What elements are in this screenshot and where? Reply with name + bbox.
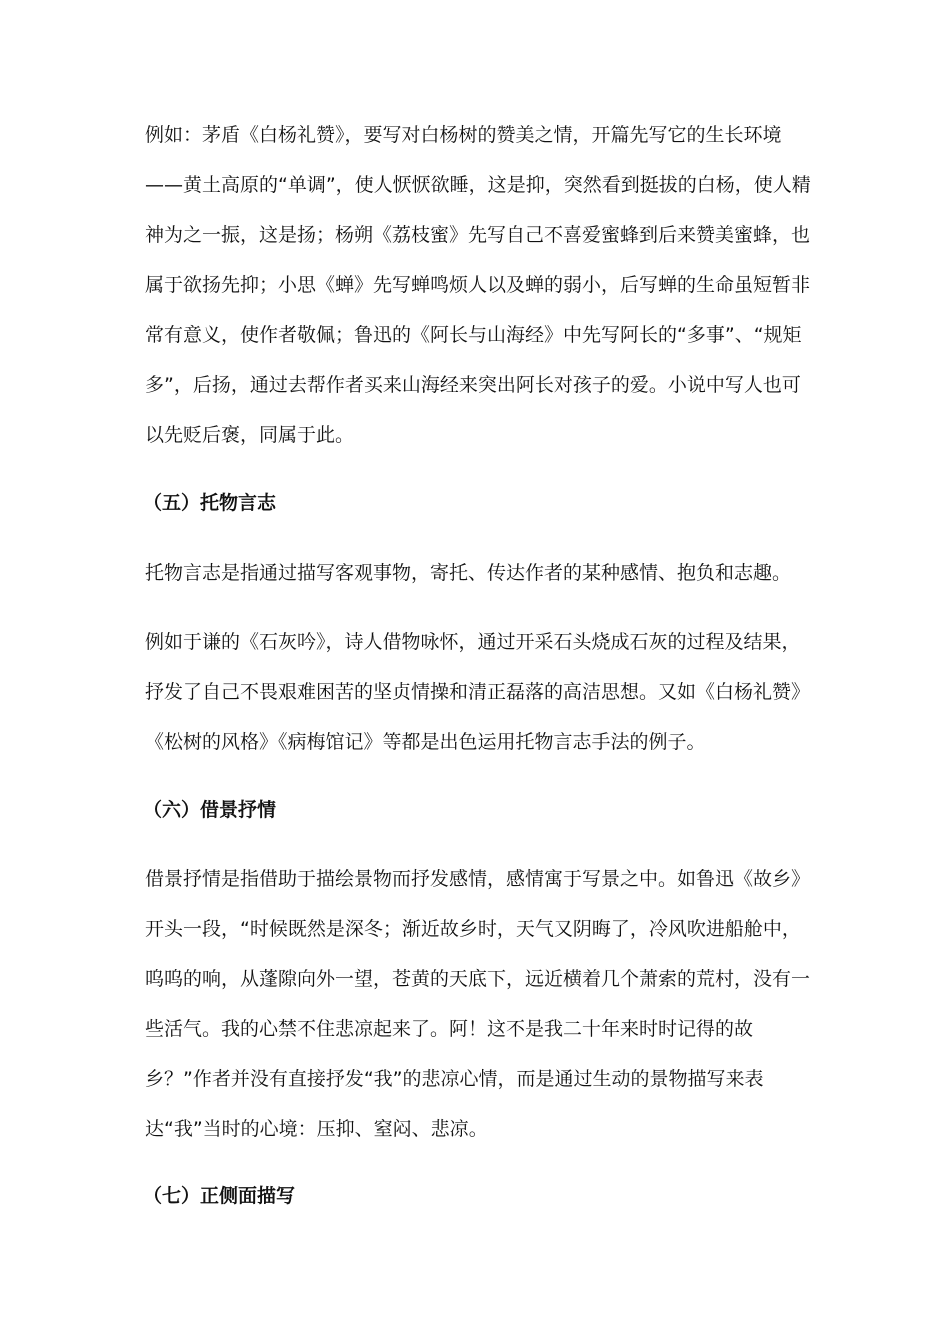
paragraph-jiejingshuqing: 借景抒情是指借助于描绘景物而抒发感情，感情寓于写景之中。如鲁迅《故乡》开头一段，“时候既然是深冬；渐近故乡时，天气又阴晦了，冷风吹进船舱中，呜呜的响，从蓬隙向外一望，苍黄的天底下，远近横着几个萧索的荒村，没有一些活气。我的心禁不住悲凉起来了。阿！这不是我二十年来时时记得的故乡？”作者并没有直接抒发“我”的悲凉心情，而是通过生动的景物描写来表达“我”当时的心境：压抑、窒闷、悲凉。 (145, 868, 811, 1140)
paragraph-yuyangxianyi-examples: 例如：茅盾《白杨礼赞》，要写对白杨树的赞美之情，开篇先写它的生长环境——黄土高原的“单调”，使人恹恹欲睡，这是抑，突然看到挺拔的白杨，使人精神为之一振，这是扬；杨朔《荔枝蜜》先写自己不喜爱蜜蜂到后来赞美蜜蜂，也属于欲扬先抑；小思《蝉》先写蝉鸣烦人以及蝉的弱小，后写蝉的生命虽短暂非常有意义，使作者敬佩；鲁迅的《阿长与山海经》中先写阿长的“多事”、“规矩多”，后扬，通过去帮作者买来山海经来突出阿长对孩子的爱。小说中写人也可以先贬后褒，同属于此。 (145, 124, 811, 446)
section-heading-5: （五）托物言志 (143, 492, 277, 514)
paragraph-tuowuyanzhi-examples: 例如于谦的《石灰吟》，诗人借物咏怀，通过开采石头烧成石灰的过程及结果，抒发了自己不畏艰难困苦的坚贞情操和清正磊落的高洁思想。又如《白杨礼赞》《松树的风格》《病梅馆记》等都是出色运用托物言志手法的例子。 (145, 631, 811, 753)
section-heading-6: （六）借景抒情 (143, 799, 277, 821)
section-heading-7: （七）正侧面描写 (143, 1185, 296, 1207)
paragraph-tuowuyanzhi-definition: 托物言志是指通过描写客观事物，寄托、传达作者的某种感情、抱负和志趣。 (145, 562, 792, 584)
